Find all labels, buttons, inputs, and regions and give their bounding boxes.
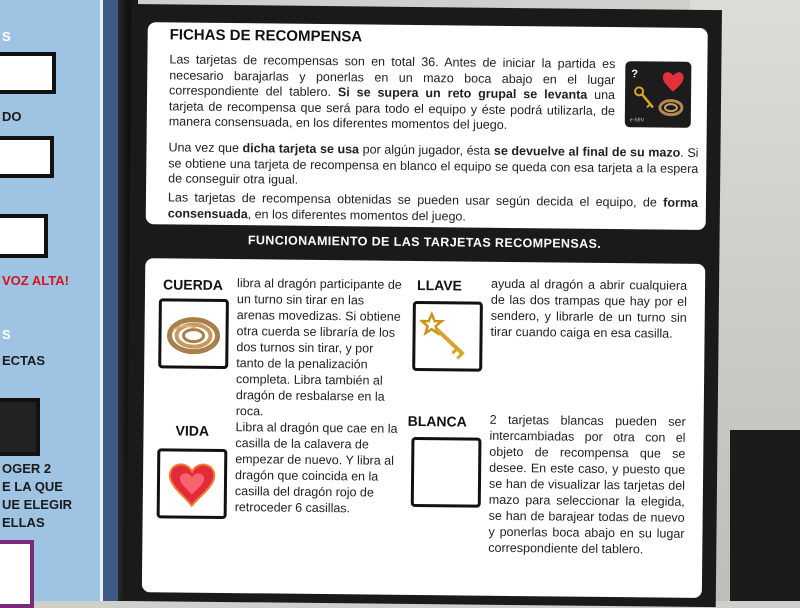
- left-fragment: VOZ ALTA!: [2, 273, 69, 288]
- reward-card-thumbnail: [625, 61, 692, 128]
- left-card-thumb: [0, 398, 40, 456]
- left-fragment: S: [2, 29, 11, 44]
- rope-icon: [165, 305, 222, 362]
- section-title: FUNCIONAMIENTO DE LAS TARJETAS RECOMPENSAS.: [247, 233, 602, 251]
- left-box: [0, 540, 34, 608]
- vida-card: [157, 448, 228, 519]
- key-icon: [419, 308, 476, 365]
- cuerda-card: [158, 298, 229, 369]
- text-run: , en los diferentes momentos del juego.: [247, 206, 466, 224]
- left-fragment: S: [2, 327, 11, 342]
- cuerda-description: libra al dragón participante de un turno sin tirar en las arenas movedizas. Si obtiene otra cuerda se libraría de los dos turnos sin tirar, y por tanto de la penalización completa. Libra también al dragón de resbalarse en la roca.: [235, 276, 402, 419]
- text-run-bold: forma consensuada: [167, 195, 699, 221]
- rules-page: [126, 4, 722, 607]
- llave-title: LLAVE: [416, 277, 463, 294]
- rewards-paragraph-2: [168, 140, 698, 192]
- text-run-bold: Si se supera un reto grupal se levanta: [337, 85, 588, 102]
- blanca-card: [411, 437, 482, 508]
- llave-card: [412, 301, 483, 372]
- vida-title: VIDA: [175, 422, 210, 439]
- vida-description: Libra al dragón que cae en la casilla de la calavera de empezar de nuevo. Y libra al dragón que coincida en la casilla del dragón rojo de retroceder 6 casillas.: [234, 420, 398, 516]
- text-run-bold: dicha tarjeta se usa: [242, 141, 360, 157]
- left-box: [0, 136, 54, 178]
- key-icon: [635, 87, 643, 95]
- rewards-paragraph-3: [168, 190, 698, 227]
- cuerda-title: CUERDA: [162, 276, 224, 293]
- text-run: . Si se obtiene una tarjeta de recompensa en blanco el equipo se queda con esa tarjeta a la espera de conseguir otra igual.: [168, 145, 699, 187]
- heart-icon: [663, 72, 684, 92]
- reward-cards-panel: [142, 258, 705, 598]
- left-box: [0, 214, 48, 258]
- left-fragment: ECTAS: [2, 353, 46, 368]
- text-run-bold: se devuelve al final de su mazo: [493, 143, 681, 160]
- text-run: una tarjeta de recompensa que será para todo el equipo y éste podrá utilizarla, de manera consensuada, en los diferentes momentos del juego.: [168, 87, 616, 132]
- left-page: [0, 0, 118, 601]
- rewards-panel: [146, 22, 708, 230]
- left-box: [0, 52, 56, 94]
- blanca-title: BLANCA: [407, 412, 467, 430]
- heart-icon: [164, 455, 221, 512]
- text-run: Una vez que: [168, 140, 243, 156]
- board-edge: [730, 430, 800, 601]
- rewards-paragraph-1: [169, 52, 616, 134]
- text-run: por algún jugador, ésta: [358, 142, 494, 158]
- text-run: Las tarjetas de recompensas son en total 36. Antes de iniciar la partida es necesario barajarlas y ponerlas en un mazo boca abajo en el lugar correspondiente del tablero.: [169, 52, 616, 100]
- question-mark: ?: [631, 68, 639, 81]
- reward-card-icons: [625, 61, 692, 128]
- brand-mark: e-SEV: [629, 117, 645, 124]
- left-fragment: OGER 2 E LA QUE UE ELEGIR ELLAS: [2, 461, 73, 530]
- rewards-title: FICHAS DE RECOMPENSA: [169, 26, 363, 46]
- rope-icon: [660, 101, 682, 115]
- left-fragment: DO: [2, 109, 22, 124]
- text-run: Las tarjetas de recompensa obtenidas se pueden usar según decida el equipo, de: [167, 190, 664, 210]
- blanca-description: 2 tarjetas blancas pueden ser intercambiadas por otra con el objeto de recompensa que se desee. En este caso, y puesto que se han de visualizar las tarjetas del mazo para seleccionar la elegida, se han de barajear todas de nuevo y ponerlas boca abajo en su lugar correspondiente del tablero.: [488, 412, 686, 557]
- llave-description: ayuda al dragón a abrir cualquiera de las dos trampas que hay por el sendero, y librarle de un turno sin tirar cuando caiga en esa casilla.: [490, 276, 688, 341]
